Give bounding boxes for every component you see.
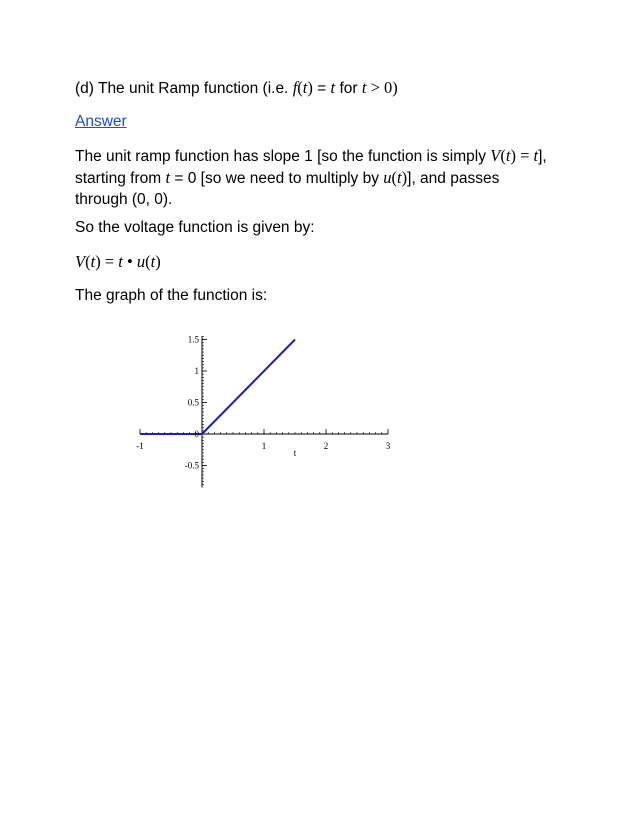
series-line-ramp xyxy=(140,340,295,435)
answer-link[interactable]: Answer xyxy=(75,113,127,130)
explanation-paragraph: The unit ramp function has slope 1 [so the function is simply V(t) = t], starting from t = 0 [so we need to multiply by u(t)], and passes through (0, 0). xyxy=(75,146,547,208)
voltage-intro: So the voltage function is given by: xyxy=(75,219,315,236)
graph-intro: The graph of the function is: xyxy=(75,287,268,304)
x-axis-label: t xyxy=(293,448,297,458)
y-tick-label: -0.5 xyxy=(184,460,199,471)
x-tick-label: 2 xyxy=(323,441,329,451)
chart-series xyxy=(140,339,295,434)
y-tick-label: 0 xyxy=(194,429,199,439)
y-tick-label: 1.5 xyxy=(187,334,199,345)
chart-axes xyxy=(140,336,388,487)
x-tick-label: -1 xyxy=(136,441,144,451)
problem-heading: (d) The unit Ramp function (i.e. f(t) = t for t > 0) xyxy=(75,78,398,97)
y-tick-label: 0.5 xyxy=(187,397,199,408)
chart-labels xyxy=(136,335,391,471)
chart-ticks xyxy=(140,336,388,484)
x-tick-label: 1 xyxy=(261,441,267,451)
voltage-formula: V(t) = t • u(t) xyxy=(75,252,161,271)
x-tick-label: 3 xyxy=(385,441,391,451)
y-tick-label: 1 xyxy=(194,366,199,376)
